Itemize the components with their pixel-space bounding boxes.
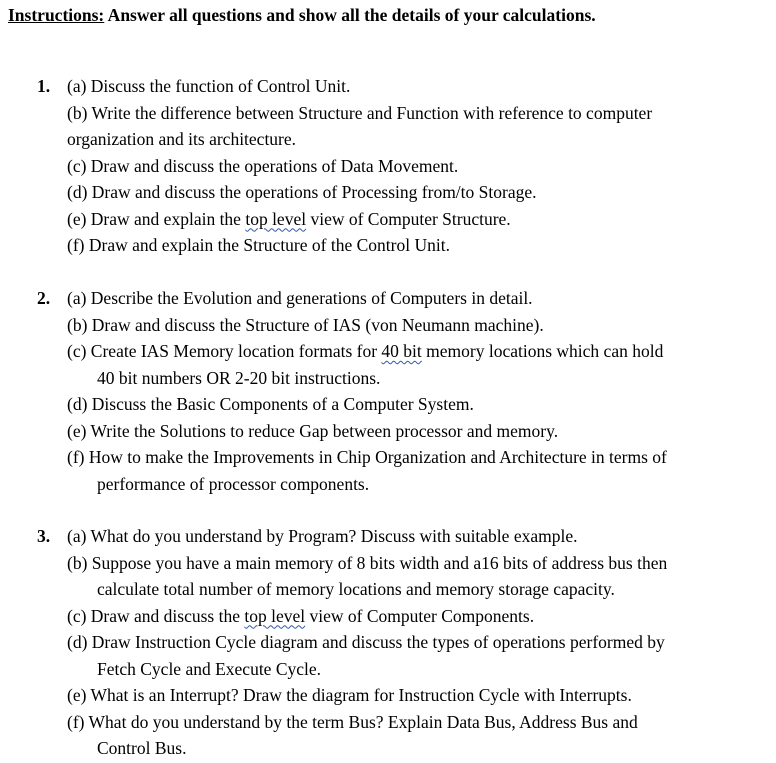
q2-part-f-cont: performance of processor components. bbox=[97, 473, 370, 494]
q2-part-f: (f) How to make the Improvements in Chip Organization and Architecture in terms of bbox=[67, 447, 667, 467]
q3-part-c-post: view of Computer Components. bbox=[305, 605, 535, 626]
question-number: 3. bbox=[37, 526, 51, 546]
q2-part-c-cont: 40 bit numbers OR 2-20 bit instructions. bbox=[97, 367, 381, 388]
q1-part-e bbox=[67, 206, 511, 232]
spellcheck-underline-text: top level bbox=[245, 208, 307, 229]
q3-part-f: (f) What do you understand by the term Bus? Explain Data Bus, Address Bus and bbox=[67, 711, 638, 732]
q1-part-c: (c) Draw and discuss the operations of Data Movement. bbox=[67, 155, 459, 176]
q2-part-b: (b) Draw and discuss the Structure of IAS (von Neumann machine). bbox=[67, 314, 544, 335]
question-number: 1. bbox=[37, 76, 51, 96]
q2-part-a: (a) Describe the Evolution and generations of Computers in detail. bbox=[67, 288, 533, 308]
instructions-header bbox=[8, 5, 596, 26]
q2-part-c-pre: (c) Create IAS Memory location formats for bbox=[67, 341, 382, 361]
q3-part-d-cont: Fetch Cycle and Execute Cycle. bbox=[97, 658, 322, 679]
q3-part-d: (d) Draw Instruction Cycle diagram and discuss the types of operations performed by bbox=[67, 632, 665, 652]
q3-part-e: (e) What is an Interrupt? Draw the diagram for Instruction Cycle with Interrupts. bbox=[67, 685, 632, 705]
q1-part-b-cont: organization and its architecture. bbox=[67, 129, 297, 149]
q1-part-b: (b) Write the difference between Structure and Function with reference to computer bbox=[67, 102, 653, 123]
instructions-text: Answer all questions and show all the details of your calculations. bbox=[104, 5, 596, 25]
q3-part-c bbox=[67, 603, 534, 629]
q2-part-e: (e) Write the Solutions to reduce Gap between processor and memory. bbox=[67, 420, 559, 441]
instructions-label: Instructions: bbox=[8, 5, 105, 25]
q3-part-c-pre: (c) Draw and discuss the bbox=[67, 605, 245, 626]
q1-part-d: (d) Draw and discuss the operations of Processing from/to Storage. bbox=[67, 182, 537, 202]
q3-part-a: (a) What do you understand by Program? Discuss with suitable example. bbox=[67, 526, 578, 546]
q2-part-d: (d) Discuss the Basic Components of a Computer System. bbox=[67, 394, 474, 414]
q3-part-b-cont: calculate total number of memory locations and memory storage capacity. bbox=[97, 579, 615, 599]
q2-part-c bbox=[67, 338, 663, 364]
q1-part-f: (f) Draw and explain the Structure of the Control Unit. bbox=[67, 235, 450, 255]
q3-part-b: (b) Suppose you have a main memory of 8 bits width and a16 bits of address bus then bbox=[67, 552, 668, 573]
question-number: 2. bbox=[37, 288, 51, 308]
q2-part-c-post: memory locations which can hold bbox=[421, 341, 664, 361]
q1-part-e-post: view of Computer Structure. bbox=[306, 208, 511, 229]
q3-part-f-cont: Control Bus. bbox=[97, 738, 187, 758]
q1-part-e-pre: (e) Draw and explain the bbox=[67, 208, 246, 229]
spellcheck-underline-text: top level bbox=[244, 605, 306, 626]
q1-part-a: (a) Discuss the function of Control Unit. bbox=[67, 76, 351, 96]
spellcheck-underline-text: 40 bit bbox=[381, 341, 422, 361]
